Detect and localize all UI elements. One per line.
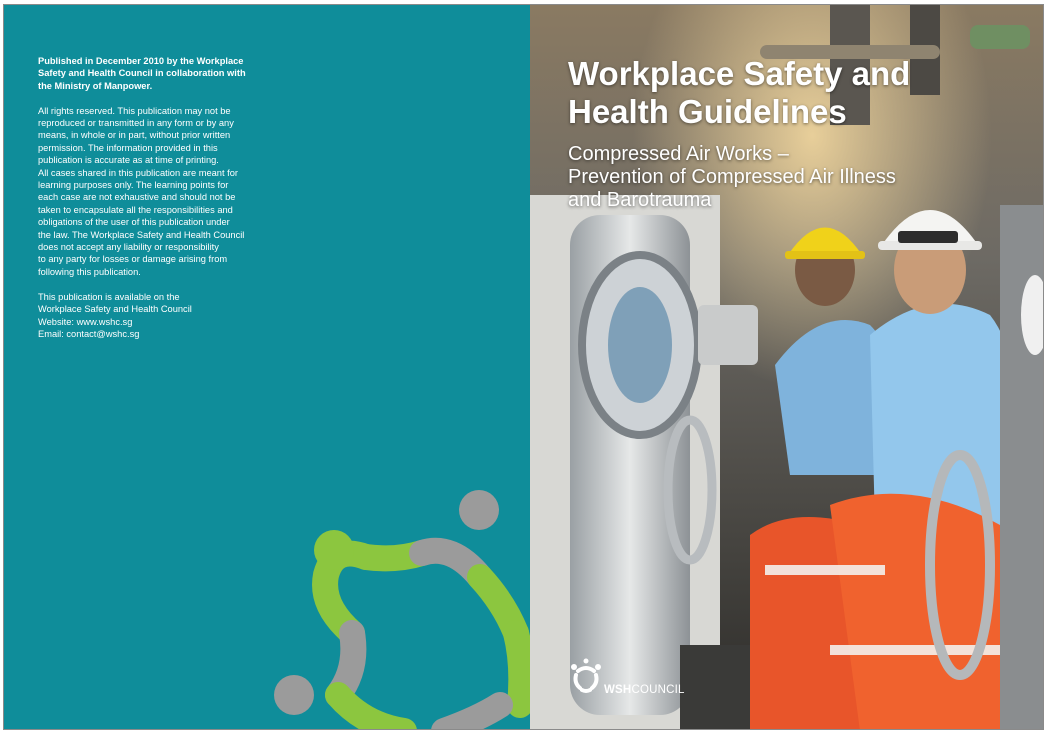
back-cover [4,5,530,729]
back-cover-text [38,55,278,353]
wsh-council-logo [566,657,726,703]
email-link[interactable]: Email: contact@wshc.sg [38,328,140,339]
wsh-council-logo-icon [566,657,606,697]
availability-info: This publication is available on the Workplace Safety and Health Council Website: www.wshc.sg Email: contact@wshc.sg [38,291,278,341]
rights-disclaimer: All rights reserved. This publication may not be reproduced or transmitted in any form or by any means, in whole or in part, without prior written permission. The information provided in this publication is accurate as at time of printing. All cases shared in this publication are meant for learning purposes only. The learning points for each case are not exhaustive and should not be taken to encapsulate all the responsibilities and obligations of the user of this publication under the law. The Workplace Safety and Health Council does not accept any liability or responsibility to any party for losses or damage arising from following this publication. [38,105,245,277]
publication-statement: Published in December 2010 by the Workplace Safety and Health Council in collaboration with the Ministry of Manpower. [38,56,246,91]
cover-subtitle: Compressed Air Works – Prevention of Compressed Air Illness and Barotrauma [568,143,896,211]
cover-title: Workplace Safety and Health Guidelines [568,55,911,130]
logo-wordmark: WSHCOUNCIL [604,684,685,696]
booklet-spread [3,4,1044,730]
front-cover [530,5,1043,729]
website-link[interactable]: Website: www.wshc.sg [38,316,133,327]
